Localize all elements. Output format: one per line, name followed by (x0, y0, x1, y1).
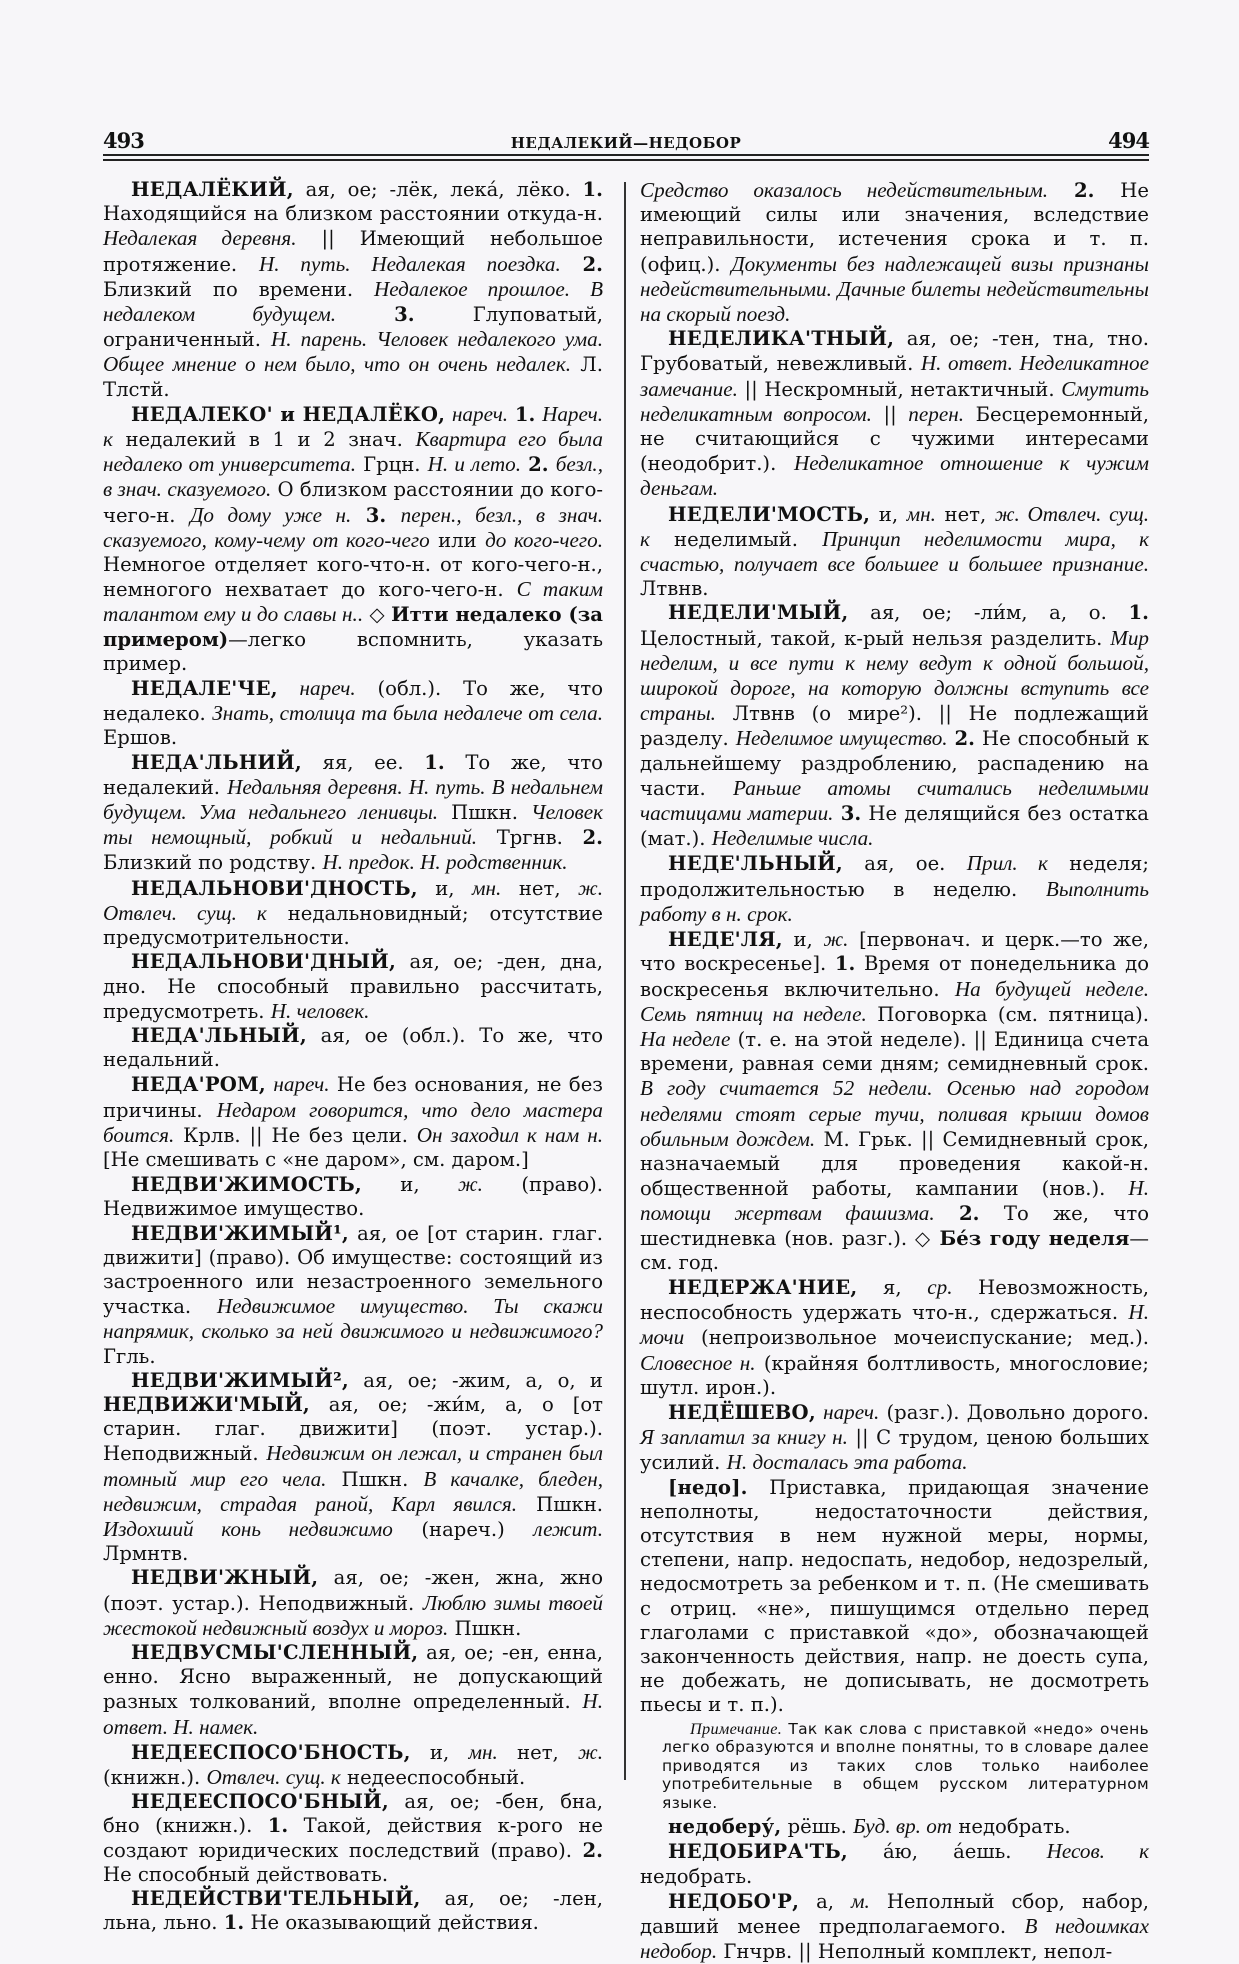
entry-text: мн. (468, 1739, 498, 1764)
headword: НЕДАЛЬНОВИ'ДНЫЙ, (131, 950, 396, 974)
entry-text: Я заплатил за книгу н. (640, 1425, 848, 1450)
entry-text: Лтвнв (о мире²). || Не подлежащий разделу. (640, 702, 1149, 751)
headword: НЕДЕЛИ'МОСТЬ, (668, 502, 871, 526)
headword: НЕДА'ЛЬНЫЙ, (131, 1023, 307, 1047)
entry-text (549, 453, 556, 476)
dictionary-entry (640, 502, 1149, 602)
entry-text: Близкий по родству. (103, 851, 323, 875)
entry-text: Н. мочи (640, 1300, 1149, 1350)
entry-text: Издохший конь недвижимо (103, 1516, 393, 1541)
entry-text: рёшь. (781, 1815, 854, 1839)
entry-text: Документы без надлежащей визы признаны недействительными. Дачные билеты недействительны на скорый поезд. (640, 251, 1149, 327)
entry-text: недалекий в 1 и 2 знач. (112, 428, 416, 452)
entry-text: Неделимое имущество. (735, 726, 948, 751)
left-column (103, 178, 603, 1935)
entry-text: до кого-чего. (485, 527, 603, 552)
headword: [недо]. (668, 1475, 748, 1499)
dictionary-entry (103, 876, 603, 951)
dictionary-entry (103, 1641, 603, 1740)
dictionary-entry (103, 1369, 603, 1567)
entry-text: Н. человек. (270, 998, 370, 1023)
entry-text: перен. (908, 401, 965, 426)
headword: НЕДЕЕСПОСО'БНОСТЬ, (131, 1740, 411, 1764)
entry-text: ая, ое; -ен, енна, енно. Ясно выраженный, не допускающий разных толкований, вполне определенный. (103, 1640, 603, 1714)
dictionary-entry (640, 927, 1149, 1275)
dictionary-entry (640, 851, 1149, 927)
entry-text: Смутить неделикатным вопросом. (640, 376, 1149, 426)
entry-text: Недаром говорится, что дело мастера боится. (103, 1097, 603, 1147)
entry-text: мн. (472, 875, 502, 900)
entry-text: (непроизвольное мочеиспускание; мед.). (684, 1326, 1149, 1350)
entry-text: Раньше атомы считались неделимыми частицами материи. (640, 775, 1149, 826)
entry-text: 2. (582, 1838, 603, 1862)
entry-text: нареч. (273, 1072, 330, 1097)
entry-text: До дому уже н. (189, 502, 352, 527)
entry-text: (разг.). Довольно дорого. (879, 1400, 1149, 1424)
entry-text: ср. (927, 1274, 953, 1299)
entry-text: Пшкн. (448, 1616, 522, 1640)
entry-text: В году считается 52 недели. Осенью над городом неделями стоят серые тучи, поливая крыши домов обильным дождем. (640, 1076, 1149, 1151)
entry-text: недальновидный; отсутствие предусмотрительности. (103, 901, 604, 950)
entry-text: Не имеющий силы или значения, вследствие неправильности, истечения срока и т. п. (офиц.). (640, 179, 1149, 276)
entry-text: нет, (497, 1740, 579, 1764)
entry-text: || Имеющий небольшое протяжение. (103, 227, 603, 276)
entry-text: Н. помощи жертвам фашизма. (640, 1176, 1149, 1226)
entry-text: ая, ое; -жен, жна, жно (поэт. устар.). Неподвижный. (103, 1566, 603, 1615)
entry-text: Бесцеремонный, не считающийся с чужими интересами (неодобрит.). (640, 402, 1149, 476)
entry-text: Прил. к (966, 851, 1048, 876)
entry-text: Бе́з году неделя (939, 1226, 1130, 1250)
entry-text: [Не смешивать с «не даром», см. даром.] (103, 1147, 529, 1171)
entry-text: Нареч. к (103, 401, 603, 452)
entry-text: ая, ое; -ден, дна, дно. Не способный правильно рассчитать, предусмотреть. (103, 950, 603, 1023)
entry-text: Человек ты немощный, робкий и недальний. (103, 800, 603, 850)
entry-text: неделя; продолжительностью в неделю. (640, 852, 1150, 901)
entry-text: 1. (582, 178, 603, 201)
entry-text: Н. досталась эта работа. (726, 1450, 968, 1475)
entry-text: Средство оказалось недействительным. (640, 178, 1049, 202)
entry-text: Он заходил к нам н. (416, 1122, 603, 1147)
entry-text: Невозможность, неспособность удержать что-н., сдержаться. (640, 1275, 1149, 1325)
entry-text: ая, ое. (842, 852, 967, 876)
entry-text: (обл.). То же, что недалеко. (103, 677, 603, 726)
entry-text: Пшкн. (517, 1492, 603, 1516)
entry-text: лежит. (533, 1516, 604, 1541)
entry-text: Недалекое прошлое. В недалеком будущем. (103, 276, 603, 327)
entry-text: || Нескромный, нетактичный. (737, 377, 1062, 401)
header-double-rule (103, 154, 1149, 161)
entry-text: Несов. к (1046, 1839, 1149, 1864)
dictionary-entry (103, 402, 603, 676)
headword: НЕДВИ'ЖИМЫЙ², (131, 1368, 349, 1392)
entry-text: ж. (458, 1172, 483, 1197)
entry-text: мн. (906, 501, 936, 526)
entry-text: ая, ое; -тен, тна, тно. Грубоватый, невежливый. (640, 327, 1149, 376)
entry-text: Лтвнв. (640, 577, 709, 601)
entry-text: ж. Отвлеч. сущ. к (640, 501, 1149, 551)
dictionary-entry (103, 1072, 603, 1172)
entry-text: ая, ое; -бен, бна, бно (книжн.). (103, 1790, 603, 1838)
dictionary-entry (103, 1887, 603, 1935)
entry-text: На будущей неделе. Семь пятниц на неделе. (640, 976, 1149, 1026)
entry-text: Лрмнтв. (103, 1542, 189, 1566)
entry-text: Пшкн. (438, 801, 532, 825)
headword: НЕДЕЕСПОСО'БНЫЙ, (131, 1790, 389, 1814)
entry-text: Близкий по времени. (103, 277, 374, 301)
entry-text: а, (799, 1889, 852, 1913)
right-column (640, 178, 1149, 1964)
entry-text: 3. (365, 503, 387, 527)
entry-text: То же, что шестидневка (нов. разг.). ◇ (640, 1202, 1149, 1250)
entry-continuation (640, 178, 1149, 327)
entry-text: 1. (424, 750, 445, 774)
headword: НЕДЕЛИ'МЫЙ, (668, 601, 849, 625)
entry-text: м. (851, 1888, 870, 1913)
entry-text: НЕДВИЖИ'МЫЙ, (103, 1392, 310, 1416)
entry-text (508, 403, 515, 426)
entry-text (935, 1202, 959, 1225)
dictionary-entry (640, 1400, 1149, 1476)
entry-text: —легко вспомнить, указать пример. (103, 627, 603, 675)
entry-text: Недалекая деревня. (103, 226, 297, 251)
entry-text: [первонач. и церк.—то же, что воскресенье]. (640, 928, 1149, 976)
entry-text: (крайняя болтливость, многословие; шутл. ирон.). (640, 1351, 1149, 1399)
entry-text: Недвижимое имущество. Ты скажи напрямик, сколько за ней движимого и недвижимого? (103, 1294, 603, 1344)
headword: НЕДАЛЕ'ЧЕ, (131, 677, 278, 701)
headword: НЕДЕРЖА'НИЕ, (668, 1275, 858, 1299)
entry-text: Отвлеч. сущ. к (206, 1765, 341, 1789)
entry-text: На неделе (640, 1026, 731, 1051)
entry-text: и, (361, 1173, 458, 1197)
dictionary-entry (103, 1740, 603, 1790)
entry-text: 2. (582, 826, 603, 850)
entry-text: Время от понедельника до воскресенья включительно. (640, 952, 1149, 1001)
entry-text: 1. (834, 952, 856, 976)
entry-text: 2. (1073, 179, 1095, 202)
dictionary-entry (103, 1024, 603, 1072)
entry-text: и, (782, 928, 824, 952)
entry-text: 1. (223, 1911, 245, 1935)
entry-text: и, (870, 502, 907, 526)
dictionary-entry (640, 601, 1149, 851)
entry-text: Итти недалеко (за примером) (103, 603, 603, 651)
entry-text: нареч. (823, 1399, 880, 1424)
dictionary-entry (640, 1839, 1149, 1888)
note-label: Примечание. (690, 1719, 783, 1738)
entry-text: Гнчрв. || Неполный комплект, непол- (717, 1940, 1113, 1964)
page-number-left: 493 (103, 128, 144, 153)
entry-text: ◇ (363, 603, 392, 627)
entry-text: Ершов. (103, 726, 178, 750)
entry-text: или (429, 528, 486, 552)
entry-text: Тргнв. (477, 826, 583, 850)
entry-text: Буд. вр. от (853, 1814, 953, 1839)
dictionary-entry (103, 1222, 603, 1369)
entry-text: я, (857, 1275, 928, 1299)
entry-text: недобрать. (640, 1864, 753, 1888)
entry-text: Немногое отделяет кого-что-н. от кого-чего-н., немногого нехватает до кого-чего-н. (103, 553, 603, 602)
entry-text (336, 303, 394, 326)
entry-text (278, 677, 300, 700)
headword: НЕДВИ'ЖИМОСТЬ, (131, 1173, 362, 1197)
entry-text: Н. и лето. (427, 452, 522, 477)
dictionary-entry (640, 1275, 1149, 1400)
entry-text: нареч. (299, 676, 356, 701)
entry-text: Н. ответ. Неделикатное замечание. (640, 351, 1149, 401)
entry-text: М. Грьк. || Семидневный срок, назначаемый для проведения какой-н. общественной работы, кампании (нов.). (640, 1127, 1149, 1201)
entry-text (561, 253, 583, 276)
entry-text: (книжн.). (103, 1766, 207, 1789)
entry-text: Неделимые числа. (711, 826, 874, 851)
headword: НЕДЕ'ЛЯ, (668, 928, 783, 952)
entry-text (1048, 179, 1074, 202)
dictionary-entry (103, 676, 603, 751)
entry-text: (нареч.) (392, 1517, 534, 1541)
entry-text: и, (410, 1740, 469, 1764)
entry-text: || С трудом, ценою больших усилий. (640, 1426, 1149, 1475)
entry-text: 1. (514, 402, 536, 426)
entry-text: перен., безл., в знач. сказуемого, кому-чему от кого-чего (103, 502, 604, 552)
entry-text: В качалке, бледен, недвижим, страдая раной, Карл явился. (103, 1466, 603, 1516)
headword: недоберу́, (668, 1815, 782, 1839)
dictionary-entry (103, 1172, 603, 1221)
entry-text: недееспособный. (340, 1766, 526, 1789)
headword: НЕДВИ'ЖНЫЙ, (131, 1566, 319, 1590)
entry-text: Принцип неделимости мира, к счастью, получает все большее и большее признание. (640, 526, 1149, 577)
entry-text: Не без основания, не без причины. (103, 1073, 603, 1122)
headword: НЕДА'РОМ, (131, 1073, 266, 1097)
entry-text: О близком расстоянии до кого-чего-н. (103, 478, 603, 527)
headword: НЕДЁШЕВО, (668, 1400, 816, 1424)
headword: НЕДЕ'ЛЬНЫЙ, (668, 852, 843, 876)
dictionary-entry (640, 327, 1149, 501)
entry-text: яя, ее. (301, 750, 425, 774)
dictionary-entry (103, 1566, 603, 1641)
headword: НЕДАЛЬНОВИ'ДНОСТЬ, (131, 876, 418, 900)
headword: НЕДОБО'Р, (668, 1889, 800, 1913)
entry-text: С таким талантом ему и до славы н.. (103, 577, 603, 627)
page-number-right: 494 (1108, 128, 1149, 153)
entry-text: Глуповатый, ограниченный. (103, 303, 603, 352)
entry-text: Знать, столица та была недалече от села. (212, 701, 603, 726)
entry-text: ая, ое; -лёк, лека́, лёко. (293, 178, 583, 201)
entry-text: 3. (840, 802, 862, 826)
entry-text: Такой, действия к-рого не создают юридических последствий (право). (103, 1814, 603, 1862)
entry-text: 2. (582, 252, 604, 276)
entry-text: Недальняя деревня. Н. путь. В недальнем будущем. Ума недальнего ленивцы. (103, 774, 604, 825)
entry-text: Л. Тлстй. (103, 353, 603, 401)
entry-text: 2. (528, 453, 549, 477)
entry-text: 2. (954, 727, 976, 751)
entry-text: ж. Отвлеч. сущ. к (103, 875, 603, 925)
entry-text: ая, ое; -жим, а, о, и (348, 1368, 603, 1392)
entry-text: нет, (935, 502, 995, 526)
entry-text: Словесное н. (640, 1350, 756, 1375)
headword: НЕДА'ЛЬНИЙ, (131, 750, 302, 774)
entry-text: Н. ответ. Н. намек. (103, 1689, 603, 1739)
entry-text: недобрать. (952, 1815, 1071, 1839)
entry-text: ая, ое (обл.). То же, что недальний. (103, 1023, 603, 1072)
entry-text: То же, что недалекий. (103, 750, 603, 799)
entry-text: нареч. (451, 401, 509, 426)
headword: НЕДОБИРА'ТЬ, (668, 1840, 848, 1864)
entry-text: Ггль. (103, 1344, 156, 1368)
entry-text: Целостный, такой, к-рый нельзя разделить. (640, 626, 1111, 650)
headword: НЕДЕЛИКА'ТНЫЙ, (668, 327, 895, 351)
entry-text: Не способный действовать. (103, 1862, 389, 1886)
headword: НЕДАЛЁКИЙ, (131, 178, 294, 201)
entry-text: Выполнить работу в н. срок. (640, 876, 1149, 926)
entry-text: Поговорка (см. пятница). (866, 1002, 1149, 1026)
headword: НЕДАЛЕКО' и НЕДАЛЁКО, (131, 402, 446, 426)
entry-text (445, 403, 452, 426)
entry-text (833, 802, 840, 825)
entry-text: Н. путь. Недалекая поездка. (258, 251, 561, 276)
entry-text: 1. (1128, 601, 1149, 625)
entry-text: ая, ое; -жи́м, а, о [от старин. глаг. движити] (поэт. устар.). Неподвижный. (103, 1392, 603, 1466)
entry-text: Мир неделим, и все пути к нему ведут к одной большой, широкой дороге, на которую должны вступить все страны. (640, 625, 1149, 726)
headword: НЕДВУСМЫ'СЛЕННЫЙ, (131, 1640, 419, 1664)
entry-text: Не делящийся без остатка (мат.). (640, 802, 1149, 851)
usage-note (640, 1720, 1149, 1813)
entry-text: Люблю зимы твоей жестокой недвижный воздух и мороз. (103, 1590, 603, 1640)
entry-text: ая, ое; -лен, льна, льно. (103, 1887, 603, 1935)
entry-text: (т. е. на этой неделе). || Единица счета времени, равная семи дням; семидневный срок. (640, 1027, 1149, 1076)
entry-text: нет, (501, 876, 579, 900)
entry-text: 2. (959, 1202, 980, 1226)
dictionary-entry (103, 178, 603, 402)
entry-text: Квартира его была недалеко от университета. (103, 427, 603, 477)
entry-text: ая, ое; -ли́м, а, о. (848, 601, 1129, 625)
headword: НЕДЕЙСТВИ'ТЕЛЬНЫЙ, (131, 1887, 421, 1911)
headword: НЕДВИ'ЖИМЫЙ¹, (131, 1221, 349, 1245)
entry-text: ж. (823, 927, 849, 952)
entry-text: Н. предок. Н. родственник. (322, 850, 568, 875)
entry-text (948, 727, 955, 750)
dictionary-entry (640, 1814, 1149, 1839)
entry-text: ж. (578, 1739, 603, 1764)
entry-text: Не способный к дальнейшему раздроблению, распадению на части. (640, 727, 1149, 800)
entry-text: Недвижим он лежал, и странен был томный мир его чела. (103, 1441, 604, 1491)
note-text: Так как слова с приставкой «недо» очень легко образуются и вполне понятны, то в словаре далее приводятся из таких слов только наиболее употребительные в общем русском литературном языке. (662, 1719, 1149, 1812)
entry-text: ая, ое [от старин. глаг. движити] (право). Об имуществе: состоящий из застроенного или незастроенного земельного участка. (103, 1221, 603, 1319)
dictionary-entry (103, 751, 603, 876)
dictionary-entry (103, 950, 603, 1024)
entry-text: В недоимках недобор. (640, 1913, 1149, 1964)
entry-text: неделимый. (649, 527, 823, 551)
column-divider (624, 182, 626, 1780)
entry-text: Не оказывающий действия. (244, 1911, 539, 1935)
entry-text: || (871, 402, 909, 426)
entry-text: (право). Недвижимое имущество. (103, 1173, 604, 1221)
entry-text: Н. парень. Человек недалекого ума. Общее мнение о нем было, что он очень недалек. (103, 327, 603, 377)
entry-text: Приставка, придающая значение неполноты, недостаточности действия, отсутствия в нем нужной меры, нормы, степени, напр. недоспать, недобор, недозрелый, недосмотреть за ребенком и т. п. (Не смешивать с отриц. «не», пишущимся отдельно перед глаголами с приставкой «до», обозначающей законченность действия, напр. не доесть супа, не добежать, не дописывать, не досмотреть пьесы и т. п.). (640, 1475, 1149, 1717)
entry-text: Неделикатное отношение к чужим деньгам. (640, 451, 1149, 501)
entry-text: Находящийся на близком расстоянии откуда-н. (103, 202, 603, 226)
entry-text: а́ю, а́ешь. (847, 1840, 1047, 1864)
running-head: НЕДАЛЕКИЙ—НЕДОБОР (510, 134, 742, 152)
entry-text: Пшкн. (326, 1467, 424, 1491)
entry-text: —см. год. (640, 1226, 1149, 1274)
entry-text: Неполный сбор, набор, давший менее предполагаемого. (640, 1889, 1150, 1938)
entry-text: и, (417, 876, 473, 900)
entry-text: Крлв. || Не без цели. (174, 1123, 417, 1147)
entry-text (386, 504, 400, 527)
dictionary-entry (103, 1790, 603, 1887)
dictionary-entry (640, 1476, 1149, 1718)
entry-text: 1. (267, 1814, 289, 1838)
entry-text: 3. (394, 303, 415, 327)
entry-text (351, 504, 365, 527)
entry-text: безл., в знач. сказуемого. (103, 452, 603, 502)
entry-text: Грцн. (356, 453, 428, 477)
